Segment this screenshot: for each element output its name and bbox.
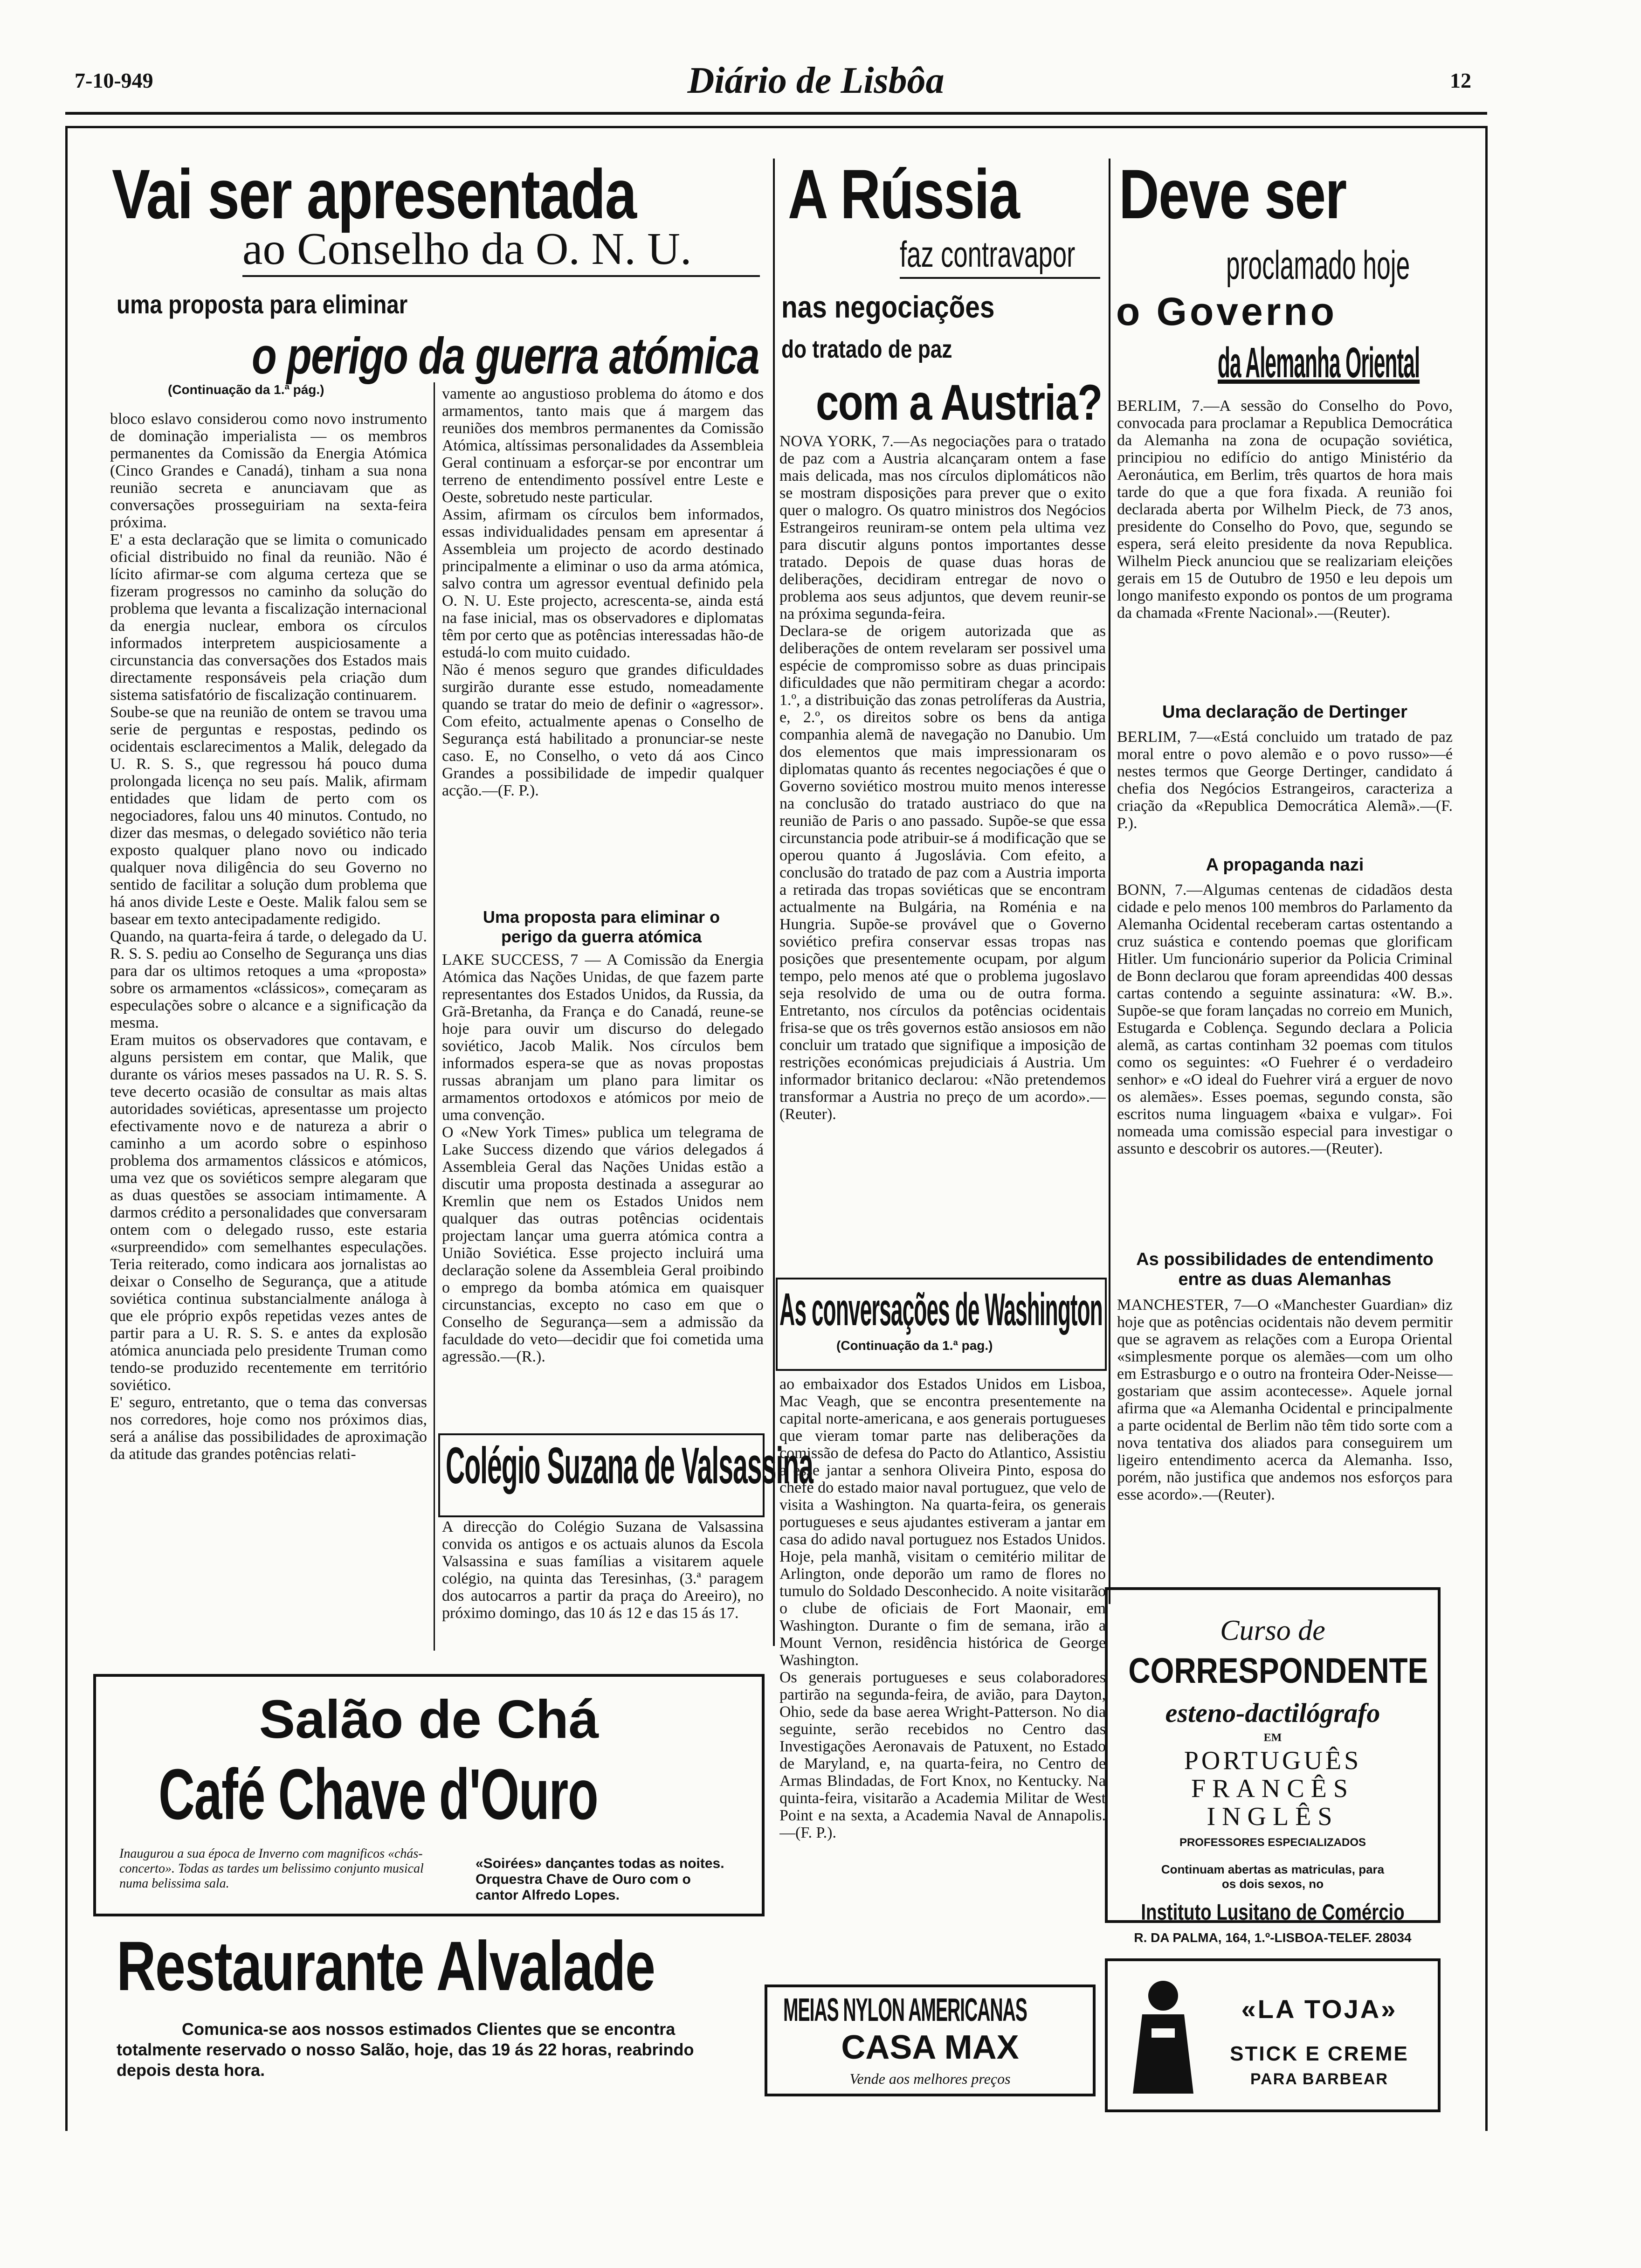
curso-line-2: CORRESPONDENTE bbox=[1128, 1651, 1428, 1691]
alemanha-body: BERLIM, 7.—A sessão do Conselho do Povo, convocada para proclamar a Republica Democrática da Alemanha na zona de ocupação soviética, principiou no edifício do antigo Ministério da Aeronáutica, em Berlim, três quartos de hora mais tarde do que a que fora fixada. A reunião foi declarada aberta por Wilhelm Pieck, de 73 anos, presidente do Conselho do Povo, que, segundo se espera, será eleito presidente da nova Republica. Wilhelm Pieck anunciou que se realizariam eleições gerais em 15 de Outubro de 1950 e leu depois um longo manifesto expondo os pontos de um programa da chamada «Frente Nacional».—(Reuter). bbox=[1117, 397, 1453, 622]
latoja-line-1: «LA TOJA» bbox=[1241, 1994, 1398, 2024]
alemanha-headline-2: proclamado hoje bbox=[1226, 243, 1410, 288]
meias-line-3: Vende aos melhores preços bbox=[849, 2070, 1011, 2087]
page-border bbox=[65, 126, 68, 2131]
onu-headline: Vai ser apresentada bbox=[112, 155, 636, 233]
page-border bbox=[65, 126, 1487, 128]
curso-lang-3: INGLÊS bbox=[1207, 1802, 1339, 1831]
alemanha-body-2: BONN, 7.—Algumas centenas de cidadãos desta cidade e pelo menos 100 membros do Parlamento da Alemanha Ocidental receberam cartas ostentando a cruz suástica e contendo poemas que glorificam Hitler. Um funcionário superior da Policia Criminal de Bonn declarou que foram apreendidas 400 dessas cartas contendo a seguinte assinatura: «W. B.». Supõe-se que foram lançadas no correio em Munich, Estugarda e Coblença. Segundo declara a Policia alemã, as cartas continham 32 poemas com titulos como os seguintes: «O Fuehrer é o verdadeiro senhor» e «O ideal do Fuehrer virá a erguer de novo os alemães». Esses poemas, segundo consta, são escritos numa linguagem «baixa e vulgar». Foi nomeada uma comissão especial para investigar o assunto e descobrir os autores.—(Reuter). bbox=[1117, 881, 1453, 1157]
restaurante-text: Comunica-se aos nossos estimados Clientes que se encontra totalmente reservado o nosso Salão, hoje, das 19 ás 22 horas, reabrindo depois desta hora. bbox=[117, 2019, 694, 2080]
curso-line-4: EM bbox=[1263, 1732, 1282, 1744]
restaurante-title: Restaurante Alvalade bbox=[117, 1927, 655, 2005]
column-divider bbox=[773, 159, 775, 1646]
alemanha-sub-2: A propaganda nazi bbox=[1206, 855, 1364, 875]
curso-lang-2: FRANCÊS bbox=[1191, 1774, 1355, 1803]
alemanha-headline-3: o Governo bbox=[1116, 290, 1338, 333]
russia-headline-5: com a Austria? bbox=[816, 374, 1102, 430]
alemanha-headline: Deve ser bbox=[1119, 155, 1346, 233]
onu-headline-3: uma proposta para eliminar bbox=[117, 290, 408, 319]
russia-body: NOVA YORK, 7.—As negociações para o tratado de paz com a Austria alcançaram ontem a fase mais delicada, mas nos círculos diplomáticos não se mostram disposições para prever que o exito quer o malogro. Os quatro ministros dos Negócios Estrangeiros reuniram-se ontem pela ultima vez para discutir alguns pontos importantes desse tratado. Depois de quase duas horas de deliberações, decidiram entregar de novo o problema aos seus adjuntos, que devem reunir-se na próxima segunda-feira. Declara-se de origem autorizada que as deliberações de ontem revelaram ser possivel uma espécie de compromisso sobre as duas principais dificuldades que não permitiram chegar a acordo: 1.º, a distribuição das zonas petrolíferas da Austria, e, 2.º, os direitos sobre os bens da antiga companhia alemã de navegação no Danubio. Um dos elementos que mais impressionaram os diplomatas quanto ás recentes negociações é que o Governo soviético mostrou muito menos interesse na conclusão do tratado austriaco do que na reunião de Paris o ano passado. Supõe-se que essa circunstancia pode atribuir-se á modificação que se operou quanto á Jugoslávia. Com efeito, a conclusão do tratado de paz com a Austria importa a retirada das tropas soviéticas que se encontram actualmente na Bulgária, na Roménia e na Hungria. Supõe-se provável que o Governo soviético prefira conservar essas tropas nas posições que presentemente ocupam, por algum tempo, pelo menos até que o problema jugoslavo seja resolvido de uma ou de outra forma. Entretanto, nos círculos da potências ocidentais frisa-se que os três governos estão ansiosos em não concluir um tratado que signifique a imposição de restrições económicas prejudiciais á Austria. Um informador britanico declarou: «Não pretendemos transformar a Austria no preço de um acordo».—(Reuter). bbox=[779, 433, 1106, 1123]
curso-line-1: Curso de bbox=[1220, 1615, 1325, 1646]
onu-headline-4: o perigo da guerra atómica bbox=[252, 327, 759, 385]
figure-icon bbox=[1124, 1977, 1203, 2098]
salao-line-1: Salão de Chá bbox=[259, 1689, 599, 1749]
column-divider bbox=[1109, 159, 1110, 1604]
washington-body: ao embaixador dos Estados Unidos em Lisboa, Mac Veagh, que se encontra presentemente na capital norte-americana, e aos generais portugueses que vieram tomar parte nas deliberações da comissão de defesa do Pacto do Atlantico, Assistiu a esse jantar a senhora Oliveira Pinto, esposa do chefe do estado maior naval portuguez, que velo de visita a Washington. Na quarta-feira, os generais portugueses e seus ajudantes estiveram a jantar em casa do adido naval portuguez nos Estados Unidos. Hoje, pela manhã, visitam o cemitério militar de Arlington, onde deporão um ramo de flores no tumulo do Soldado Desconhecido. A noite visitarão o clube de oficiais de Fort Maonair, em Washington. Durante o fim de semana, irão a Mount Vernon, residência histórica de George Washington. Os generais portugueses e seus colaboradores partirão na segunda-feira, de avião, para Dayton, Ohio, sede da base aerea Wright-Patterson. No dia seguinte, serão recebidos no Centro das Investigações Aeronavais de Patuxent, no Estado de Maryland, e, na quarta-feira, no Centro de Armas Blindadas, de Fort Knox, no Kentucky. Na quinta-feira, visitarão a Academia Militar de West Point e na sexta, a Academia Naval de Annapolis.—(F. P.). bbox=[779, 1376, 1106, 1841]
alemanha-sub-1: Uma declaração de Dertinger bbox=[1162, 702, 1407, 722]
page-border bbox=[1485, 126, 1488, 2131]
meias-line-2: CASA MAX bbox=[841, 2029, 1019, 2066]
curso-lang-1: PORTUGUÊS bbox=[1184, 1746, 1362, 1775]
latoja-line-3: PARA BARBEAR bbox=[1250, 2070, 1388, 2088]
russia-headline: A Rússia bbox=[788, 155, 1020, 233]
washington-continuation: (Continuação da 1.ª pag.) bbox=[836, 1338, 993, 1353]
salao-line-2: Café Chave d'Ouro bbox=[159, 1754, 598, 1834]
colegio-title: Colégio Suzana de Valsassina bbox=[446, 1437, 813, 1494]
onu-subheading: Uma proposta para eliminar o perigo da guerra atómica bbox=[483, 907, 720, 946]
curso-line-6: Continuam abertas as matriculas, para os dois sexos, no bbox=[1161, 1862, 1385, 1891]
latoja-line-2: STICK E CREME bbox=[1230, 2042, 1409, 2065]
masthead-rule bbox=[65, 112, 1487, 115]
colegio-body: A direcção do Colégio Suzana de Valsassina convida os antigos e os actuais alunos da Escola Valsassina e suas famílias a visitarem aquele colégio, na quinta das Teresinhas, (3.ª paragem dos autocarros a partir da praça do Areeiro), no próximo domingo, das 10 ás 12 e das 15 ás 17. bbox=[442, 1518, 764, 1622]
curso-line-8: R. DA PALMA, 164, 1.º-LISBOA-TELEF. 28034 bbox=[1134, 1930, 1412, 1945]
onu-body-col1: bloco eslavo considerou como novo instrumento de dominação imperialista — os membros permanentes da Comissão da Energia Atómica (Cinco Grandes e Canadá), tinham a sua nona reunião secreta e anunciavam que as conversações prosseguiriam na sexta-feira próxima. E' a esta declaração que se limita o comunicado oficial distribuido no final da reunião. Não é lícito afirmar-se com alguma certeza que se fizeram progressos no caminho da solução do problema que levanta a fiscalização internacional da energia nuclear, embora os círculos informados interpretem auspiciosamente a circunstancia das conversações dos Estados mais directamente responsáveis pela criação dum sistema satisfatório de fiscalização continuarem. Soube-se que na reunião de ontem se travou uma serie de perguntas e respostas, pedindo os ocidentais esclarecimentos a Malik, delegado da U. R. S. S., que regressou há pouco duma prolongada licença no seu país. Malik, afirmam entidades que lidam de perto com os negociadores, falou uns 40 minutos. Contudo, no dizer das mesmas, o delegado soviético não teria exposto qualquer plano novo ou indicado qualquer nova diligência do seu Governo no sentido de facilitar a solução dum problema que há anos divide Leste e Oeste. Malik falou sem se basear em texto antecipadamente redigido. Quando, na quarta-feira á tarde, o delegado da U. R. S. S. pediu ao Conselho de Segurança uns dias para dar os ultimos retoques a uma «proposta» sobre os armamentos «clássicos», começaram as especulações sobre o alcance e a significação da mesma. Eram muitos os observadores que contavam, e alguns persistem em contar, que Malik, que durante os vários meses passados na U. R. S. S. teve decerto ocasião de consultar as mais altas autoridades soviéticas, apresentasse um projecto efectivamente novo e de natureza a abrir o caminho a um acordo sobre o espinhoso problema dos armamentos clássicos e atómicos, uma vez que os soviéticos sempre alegaram que as duas questões se associam intimamente. A darmos crédito a personalidades que conversaram ontem com o delegado russo, este estaria «surpreendido» com semelhantes especulações. Teria reiterado, como indicara aos jornalistas ao deixar o Conselho de Segurança, que a atitude soviética continua substancialmente análoga à que ele próprio expôs repetidas vezes antes de partir para a U. R. S. S. e antes da explosão atómica anunciada pelo presidente Truman como tendo-se produzido recentemente em território soviético. E' seguro, entretanto, que o tema das conversas nos corredores, hoje como nos próximos dias, será a análise das possibilidades de aproximação da atitude das grandes potências relati- bbox=[110, 410, 427, 1463]
headline-rule bbox=[900, 277, 1100, 279]
alemanha-sub-3: As possibilidades de entendimento entre as duas Alemanhas bbox=[1136, 1250, 1434, 1289]
page-number: 12 bbox=[1450, 69, 1471, 92]
russia-headline-2: faz contravapor bbox=[900, 234, 1076, 275]
curso-line-5: PROFESSORES ESPECIALIZADOS bbox=[1179, 1836, 1366, 1849]
column-divider bbox=[434, 382, 435, 1651]
masthead-title: Diário de Lisbôa bbox=[687, 60, 945, 101]
washington-title: As conversações de Washington bbox=[779, 1284, 1103, 1335]
russia-headline-3: nas negociações bbox=[781, 290, 995, 324]
masthead-date: 7-10-949 bbox=[75, 69, 153, 92]
russia-headline-4: do tratado de paz bbox=[781, 335, 952, 363]
salao-right-text: «Soirées» dançantes todas as noites. Orquestra Chave de Ouro com o cantor Alfredo Lopes. bbox=[476, 1856, 724, 1903]
onu-headline-2: ao Conselho da O. N. U. bbox=[242, 224, 692, 274]
alemanha-body-3: MANCHESTER, 7—O «Manchester Guardian» diz hoje que as potências ocidentais não devem permitir que se agravem as relações com a Europa Oriental «simplesmente porque os alemães—com um olho em Estrasburgo e o outro na fronteira Oder-Neisse—gostariam que assim acontecesse». Aquele jornal afirma que «a Alemanha Ocidental e principalmente a parte ocidental de Berlim não têm tido sorte com a nova tentativa dos aliados para conseguirem um ligeiro entendimento acerca da Alemanha. Isso, porém, não justifica que andemos nos esforços para esse acordo».—(Reuter). bbox=[1117, 1296, 1453, 1503]
curso-line-3: esteno-dactilógrafo bbox=[1165, 1698, 1380, 1728]
salao-left-text: Inaugurou a sua época de Inverno com magnificos «chás-concerto». Todas as tardes um belissimo conjunto musical numa belissima sala. bbox=[119, 1846, 424, 1891]
alemanha-body-1: BERLIM, 7—«Está concluido um tratado de paz moral entre o povo alemão e o povo russo»—é nestes termos que George Dertinger, candidato á chefia dos Negócios Estrangeiros, caracteriza a criação da «Republica Democrática Alemã».—(F. P.). bbox=[1117, 728, 1453, 832]
alemanha-headline-4: da Alemanha Oriental bbox=[1218, 339, 1420, 387]
meias-line-1: MEIAS NYLON AMERICANAS bbox=[783, 1991, 1027, 2028]
onu-body-col2: vamente ao angustioso problema do átomo e dos armamentos, tanto mais que á margem das reuniões dos membros permanentes da Comissão Atómica, altíssimas personalidades da Assembleia Geral continuam a esforçar-se por encontrar um terreno de entendimento possível entre Leste e Oeste, sobretudo neste particular. Assim, afirmam os círculos bem informados, essas individualidades pensam em apresentar á Assembleia um projecto de acordo destinado principalmente a eliminar o uso da arma atómica, salvo contra um agressor eventual definido pela O. N. U. Este projecto, acrescenta-se, ainda está na fase inicial, mas os observadores e diplomatas têm por certo que as potências interessadas hão-de estudá-lo com muito cuidado. Não é menos seguro que grandes dificuldades surgirão durante esse estudo, nomeadamente quando se tratar do meio de definir o «agressor». Com efeito, actualmente apenas o Conselho de Segurança está habilitado a pronunciar-se neste caso. E, no Conselho, o veto dá aos Cinco Grandes a possibilidade de impedir qualquer acção.—(F. P.). bbox=[442, 385, 764, 799]
onu-continuation: (Continuação da 1.ª pág.) bbox=[168, 382, 324, 397]
curso-line-7: Instituto Lusitano de Comércio bbox=[1141, 1900, 1405, 1925]
headline-rule bbox=[242, 275, 760, 277]
onu-body-col2b: LAKE SUCCESS, 7 — A Comissão da Energia Atómica das Nações Unidas, de que fazem parte representantes dos Estados Unidos, da Russia, da Grã-Bretanha, da França e do Canadá, reune-se hoje para ouvir um discurso do delegado soviético, Jacob Malik. Nos círculos bem informados espera-se que as novas propostas russas abranjam um plano para limitar os armamentos ortodoxos e atómicos por meio de uma convenção. O «New York Times» publica um telegrama de Lake Success dizendo que vários delegados á Assembleia Geral das Nações Unidas estão a discutir uma proposta destinada a assegurar ao Kremlin que nem os Estados Unidos nem qualquer das outras potências ocidentais projectam lançar uma guerra atómica contra a União Soviética. Esse projecto incluirá uma declaração solene da Assembleia Geral proibindo o emprego da bomba atómica em quaisquer circunstancias, excepto no caso em que o Conselho de Segurança—sem a admissão da faculdade do veto—decidir que foi cometida uma agressão.—(R.). bbox=[442, 951, 764, 1365]
